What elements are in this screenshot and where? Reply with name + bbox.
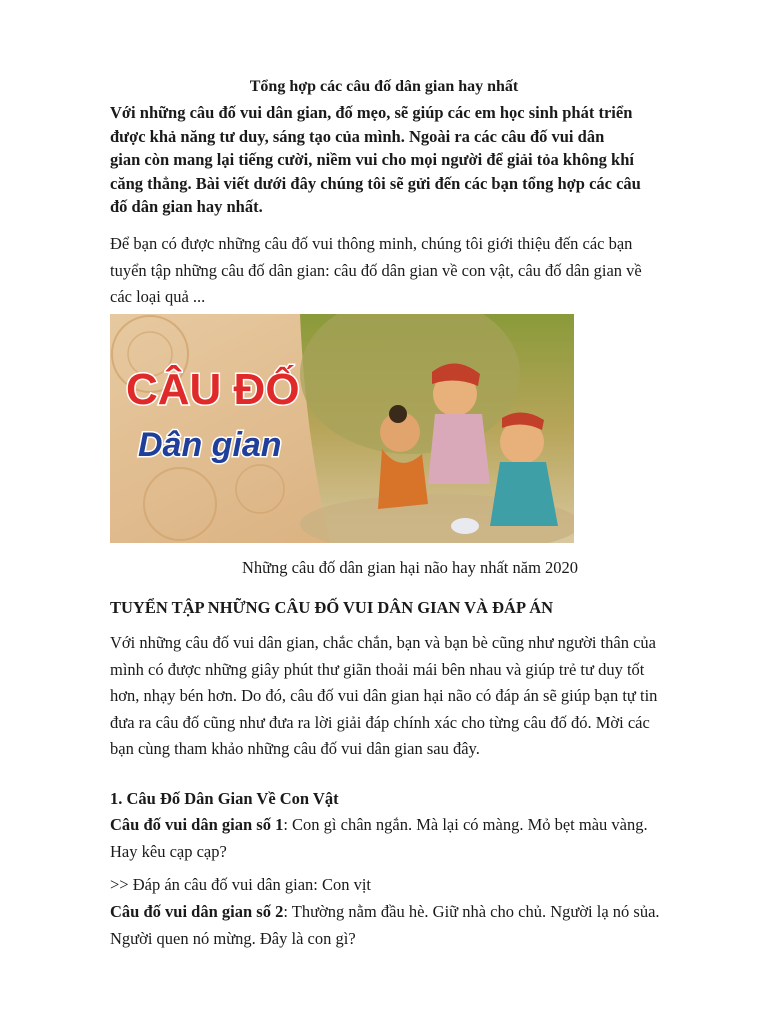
riddle-1 — [110, 812, 730, 865]
riddle-line: Hay kêu cạp cạp? — [110, 841, 227, 861]
riddle-label: Câu đố vui dân gian số 2 — [110, 902, 284, 921]
riddle-label: Câu đố vui dân gian số 1 — [110, 815, 284, 834]
paragraph-line: đưa ra câu đố cũng như đưa ra lời giải đáp chính xác cho từng câu đố đó. Mời các — [110, 712, 650, 732]
intro-paragraph — [110, 101, 710, 219]
subsection-heading: 1. Câu Đố Dân Gian Về Con Vật — [110, 789, 339, 808]
intro-line: đố dân gian hay nhất. — [110, 197, 263, 216]
riddle-line — [110, 899, 730, 926]
document-title: Tổng hợp các câu đố dân gian hay nhất — [249, 78, 519, 95]
paragraph-line: mình có được những giây phút thư giãn thoải mái bên nhau và giúp trẻ tư duy tốt — [110, 659, 645, 679]
paragraph-line: hơn, nhạy bén hơn. Do đó, câu đố vui dân gian hại não có đáp án sẽ giúp bạn tự tin — [110, 686, 658, 705]
riddle-2 — [110, 899, 730, 952]
intro-line: gian còn mang lại tiếng cười, niềm vui cho mọi người để giải tỏa không khí — [110, 150, 634, 169]
paragraph-collection — [110, 630, 720, 763]
paragraph-line: Với những câu đố vui dân gian, chắc chắn, bạn và bạn bè cũng như người thân của — [110, 633, 656, 652]
riddle-line — [110, 812, 730, 839]
intro-line: được khả năng tư duy, sáng tạo của mình. Ngoài ra các câu đố vui dân — [110, 126, 605, 146]
riddle-text: : Thường nằm đầu hè. Giữ nhà cho chủ. Người lạ nó sủa. — [283, 902, 660, 921]
image-caption: Những câu đố dân gian hại não hay nhất năm 2020 — [241, 558, 579, 577]
paragraph-line: Để bạn có được những câu đố vui thông minh, chúng tôi giới thiệu đến các bạn — [110, 234, 633, 253]
paragraph-line: tuyển tập những câu đố dân gian: câu đố dân gian về con vật, câu đố dân gian về — [110, 260, 642, 280]
banner-illustration — [110, 314, 574, 543]
paragraph-line: các loại quả ... — [110, 287, 206, 306]
paragraph-intro-puzzles — [110, 231, 720, 311]
paragraph-line: bạn cùng tham khảo những câu đố vui dân gian sau đây. — [110, 739, 480, 758]
banner-image — [110, 314, 574, 543]
riddle-line: Người quen nó mừng. Đây là con gì? — [110, 928, 356, 948]
intro-line: căng thẳng. Bài viết dưới đây chúng tôi sẽ gửi đến các bạn tổng hợp các câu — [110, 173, 641, 193]
intro-line: Với những câu đố vui dân gian, đố mẹo, sẽ giúp các em học sinh phát triển — [110, 103, 633, 122]
riddle-text: : Con gì chân ngắn. Mà lại có màng. Mỏ bẹt màu vàng. — [283, 815, 648, 834]
banner-title-line1: CÂU ĐỐ — [126, 365, 300, 414]
banner-title-line2: Dân gian — [138, 426, 282, 464]
riddle-1-answer: >> Đáp án câu đố vui dân gian: Con vịt — [110, 875, 372, 894]
section-heading: TUYỂN TẬP NHỮNG CÂU ĐỐ VUI DÂN GIAN VÀ ĐÁP ÁN — [110, 598, 554, 617]
